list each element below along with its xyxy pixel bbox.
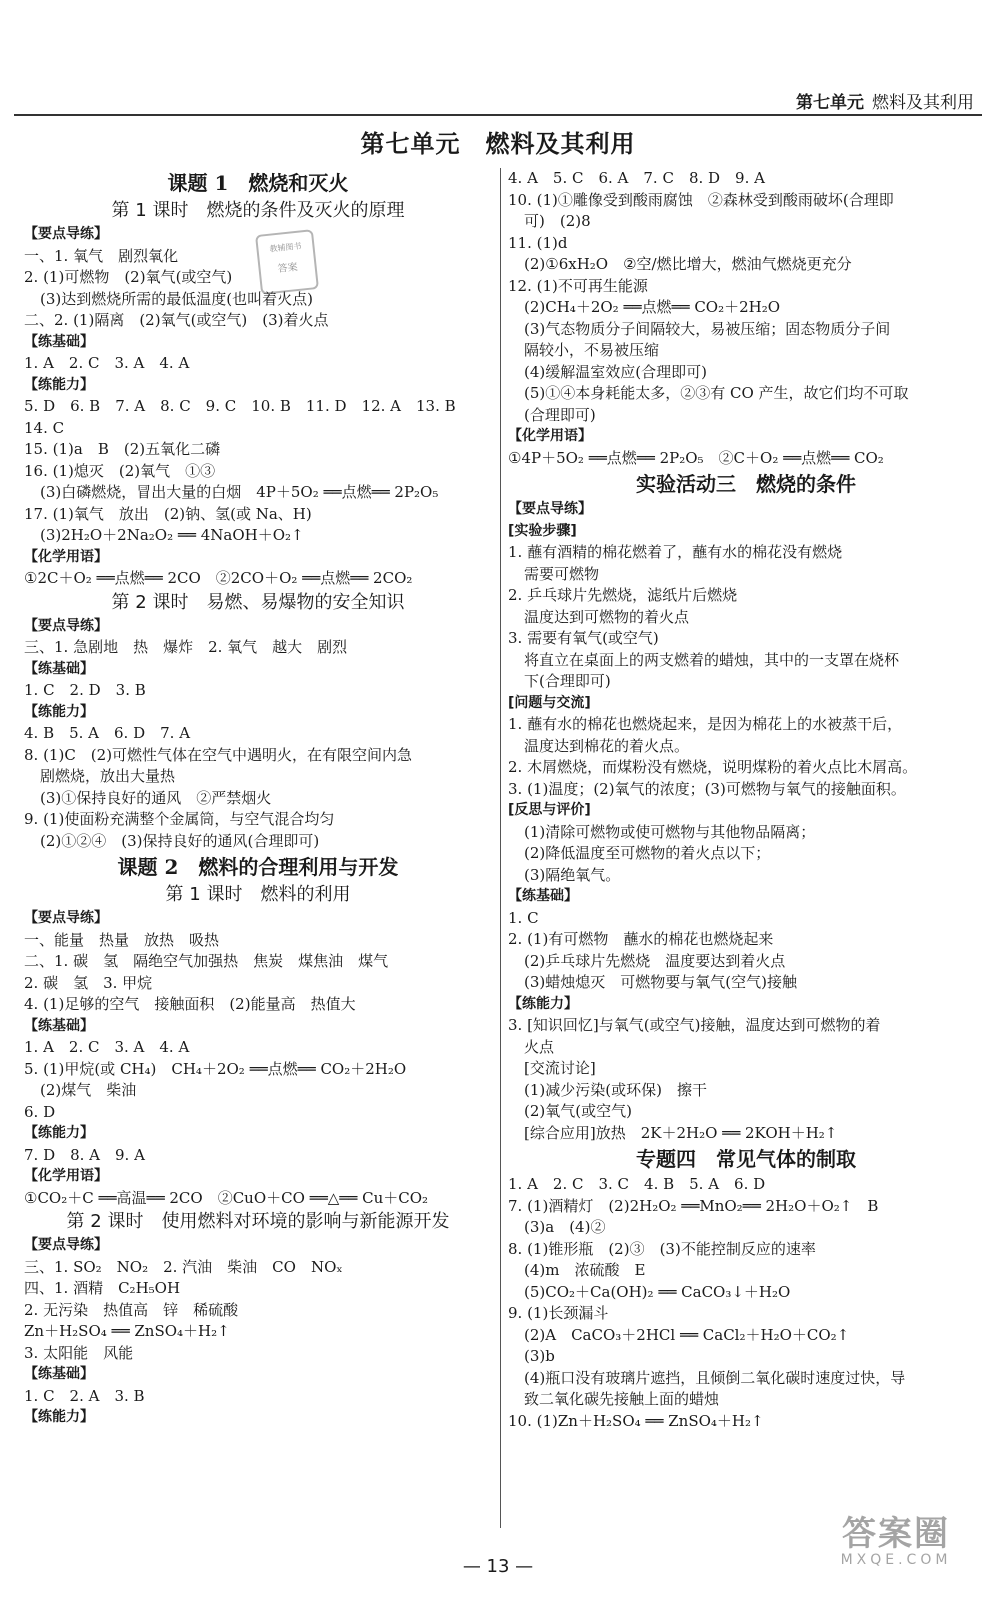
answer-line: 可) (2)8	[524, 212, 591, 230]
answer-line: (2)CH₄＋2O₂ ══点燃══ CO₂＋2H₂O	[524, 298, 781, 316]
subsection-label: 【要点导练】	[24, 226, 108, 242]
logo-url: MXQE.COM	[840, 1552, 952, 1568]
answer-line: 三、1. SO₂ NO₂ 2. 汽油 柴油 CO NOₓ	[24, 1257, 343, 1276]
subsection-label: 【练基础】	[24, 1366, 94, 1382]
logo-text: 答案圈	[842, 1514, 950, 1554]
answer-line: 四、1. 酒精 C₂H₅OH	[24, 1279, 181, 1297]
answer-line: 5. D 6. B 7. A 8. C 9. C 10. B 11. D 12. A 13. B	[24, 397, 456, 415]
answer-line: 4. A 5. C 6. A 7. C 8. D 9. A	[508, 169, 765, 187]
answer-line: 5. (1)甲烷(或 CH₄) CH₄＋2O₂ ══点燃══ CO₂＋2H₂O	[24, 1059, 407, 1078]
answer-line: (3)蜡烛熄灭 可燃物要与氧气(空气)接触	[524, 973, 797, 991]
answer-line: 剧燃烧，放出大量热	[40, 767, 176, 785]
answer-line: (2)降低温度至可燃物的着火点以下；	[524, 844, 771, 862]
section-title: 课题 1 燃烧和灭火	[167, 171, 349, 195]
answer-line: 火点	[524, 1037, 555, 1056]
answer-line: 一、1. 氧气 剧烈氧化	[24, 246, 179, 265]
answer-line: 10. (1)①雕像受到酸雨腐蚀 ②森林受到酸雨破坏(合理即	[508, 190, 894, 209]
subsection-label: 【练能力】	[24, 703, 94, 720]
subsection-label: 【化学用语】	[24, 1168, 108, 1184]
answer-line: 1. 蘸有酒精的棉花燃着了，蘸有水的棉花没有燃烧	[508, 543, 843, 561]
answer-line: 3. (1)温度；(2)氧气的浓度；(3)可燃物与氧气的接触面积。	[508, 779, 906, 798]
answer-line: (4)缓解温室效应(合理即可)	[524, 362, 707, 381]
answer-line: 1. A 2. C 3. A 4. A	[24, 1038, 190, 1056]
answer-line: 4. B 5. A 6. D 7. A	[24, 724, 191, 742]
answer-line: (3)白磷燃烧，冒出大量的白烟 4P＋5O₂ ══点燃══ 2P₂O₅	[40, 483, 439, 501]
answer-line: 三、1. 急剧地 热 爆炸 2. 氧气 越大 剧烈	[24, 638, 348, 656]
subsection-label: 【要点导练】	[24, 910, 108, 926]
answer-line: 2. (1)有可燃物 蘸水的棉花也燃烧起来	[508, 930, 774, 948]
answer-line: 3. [知识回忆]与氧气(或空气)接触，温度达到可燃物的着	[508, 1016, 881, 1034]
answer-line: 1. A 2. C 3. C 4. B 5. A 6. D	[508, 1175, 766, 1193]
answer-line: (2)①②④ (3)保持良好的通风(合理即可)	[40, 831, 320, 850]
answer-line: 1. 蘸有水的棉花也燃烧起来，是因为棉花上的水被蒸干后，	[508, 715, 903, 733]
header-unit: 第七单元	[796, 93, 864, 113]
answer-line: 4. (1)足够的空气 接触面积 (2)能量高 热值大	[24, 995, 356, 1013]
subsection-label: [问题与交流]	[508, 694, 591, 711]
answer-line: 9. (1)长颈漏斗	[508, 1304, 609, 1322]
answer-line: 1. C 2. D 3. B	[24, 681, 146, 699]
answer-line: 6. D	[24, 1102, 56, 1121]
subsection-label: 【化学用语】	[24, 548, 108, 565]
stamp-line: 教辅图书	[269, 241, 302, 254]
running-header	[796, 88, 974, 113]
answer-line: (合理即可)	[524, 405, 596, 424]
column-divider	[500, 168, 501, 1528]
subsection-label: 【要点导练】	[508, 501, 592, 517]
answer-line: ①2C＋O₂ ══点燃══ 2CO ②2CO＋O₂ ══点燃══ 2CO₂	[24, 569, 413, 587]
right-answer-column	[508, 168, 984, 1432]
subsection-label: [实验步骤]	[508, 522, 577, 539]
unit-title: 第七单元 燃料及其利用	[360, 129, 636, 158]
subsection-label: [反思与评价]	[508, 802, 591, 818]
answer-line: (5)CO₂＋Ca(OH)₂ ══ CaCO₃↓＋H₂O	[524, 1282, 791, 1301]
subsection-label: 【练基础】	[24, 1017, 94, 1034]
answer-line: 温度达到可燃物的着火点	[524, 607, 690, 626]
answer-line: (2)A CaCO₃＋2HCl ══ CaCl₂＋H₂O＋CO₂↑	[524, 1325, 850, 1344]
section-title: 实验活动三 燃烧的条件	[636, 472, 856, 496]
answer-line: ①CO₂＋C ══高温══ 2CO ②CuO＋CO ══△══ Cu＋CO₂	[24, 1188, 429, 1207]
answer-line: (2)煤气 柴油	[40, 1081, 137, 1099]
answer-line: ①4P＋5O₂ ══点燃══ 2P₂O₅ ②C＋O₂ ══点燃══ CO₂	[508, 448, 884, 467]
answer-line: (3)气态物质分子间隔较大，易被压缩；固态物质分子间	[524, 319, 891, 338]
answer-line: 12. (1)不可再生能源	[508, 276, 648, 295]
answer-line: 2. 无污染 热值高 锌 稀硫酸	[24, 1300, 239, 1319]
lesson-title: 第 2 课时 使用燃料对环境的影响与新能源开发	[66, 1211, 450, 1232]
answer-line: (3)a (4)②	[524, 1218, 606, 1236]
answer-line: 隔较小，不易被压缩	[524, 341, 660, 359]
answer-line: (3)b	[524, 1347, 555, 1365]
answer-line: (1)减少污染(或环保) 擦干	[524, 1080, 707, 1099]
lesson-title: 第 1 课时 燃烧的条件及灭火的原理	[111, 200, 405, 221]
answer-line: [交流讨论]	[524, 1059, 596, 1077]
page-number: — 13 —	[462, 1556, 534, 1577]
answer-line: 二、1. 碳 氢 隔绝空气加强热 焦炭 煤焦油 煤气	[24, 952, 389, 970]
stamp-line: 答案	[277, 261, 299, 275]
answer-line: 2. (1)可燃物 (2)氧气(或空气)	[24, 268, 233, 286]
subsection-label: 【要点导练】	[24, 617, 108, 634]
header-subject: 燃料及其利用	[872, 93, 974, 113]
answer-line: (5)①④本身耗能太多，②③有 CO 产生，故它们均不可取	[524, 384, 909, 402]
header-rule	[14, 114, 982, 116]
answer-line: (2)①6xH₂O ②空/燃比增大，燃油气燃烧更充分	[524, 255, 852, 273]
answer-line: 2. 乒乓球片先燃烧，滤纸片后燃烧	[508, 586, 738, 604]
answer-line: 3. 需要有氧气(或空气)	[508, 629, 659, 647]
answer-line: 一、能量 热量 放热 吸热	[24, 930, 220, 949]
answer-line: 温度达到棉花的着火点。	[524, 736, 690, 755]
answer-line: (3)①保持良好的通风 ②严禁烟火	[40, 788, 272, 807]
answer-line: 11. (1)d	[508, 233, 568, 252]
answer-line: 10. (1)Zn＋H₂SO₄ ══ ZnSO₄＋H₂↑	[508, 1411, 764, 1430]
answer-line: [综合应用]放热 2K＋2H₂O ══ 2KOH＋H₂↑	[524, 1123, 838, 1142]
subsection-label: 【练基础】	[24, 660, 94, 677]
answer-line: 8. (1)锥形瓶 (2)③ (3)不能控制反应的速率	[508, 1239, 816, 1258]
answer-line: 3. 太阳能 风能	[24, 1343, 134, 1362]
lesson-title: 第 1 课时 燃料的利用	[165, 884, 351, 905]
subsection-label: 【练能力】	[508, 995, 578, 1012]
subsection-label: 【练能力】	[24, 1409, 94, 1425]
lesson-title: 第 2 课时 易燃、易爆物的安全知识	[111, 591, 405, 613]
subsection-label: 【练基础】	[24, 333, 94, 350]
answer-line: 17. (1)氧气 放出 (2)钠、氢(或 Na、H)	[24, 504, 312, 523]
subsection-label: 【要点导练】	[24, 1237, 108, 1253]
answer-line: (2)乒乓球片先燃烧 温度要达到着火点	[524, 951, 786, 970]
answer-line: (4)m 浓硫酸 E	[524, 1261, 646, 1279]
answer-line: (3)2H₂O＋2Na₂O₂ ══ 4NaOH＋O₂↑	[40, 526, 304, 544]
answer-line: (3)隔绝氧气。	[524, 865, 621, 884]
answer-line: 1. C	[508, 908, 539, 927]
answer-line: Zn＋H₂SO₄ ══ ZnSO₄＋H₂↑	[24, 1322, 230, 1340]
answer-line: 下(合理即可)	[524, 672, 611, 690]
answer-line: 1. C 2. A 3. B	[24, 1386, 145, 1405]
answer-line: 9. (1)使面粉充满整个金属筒，与空气混合均匀	[24, 810, 335, 828]
left-answer-column	[24, 168, 492, 1429]
answer-line: (2)氧气(或空气)	[524, 1102, 632, 1120]
subsection-label: 【练能力】	[24, 376, 94, 393]
answer-line: 2. 木屑燃烧，而煤粉没有燃烧，说明煤粉的着火点比木屑高。	[508, 758, 918, 776]
answer-line: 15. (1)a B (2)五氧化二磷	[24, 440, 221, 458]
subsection-label: 【练基础】	[508, 888, 578, 904]
section-title: 专题四 常见气体的制取	[636, 1147, 856, 1171]
answer-line: (4)瓶口没有玻璃片遮挡，且倾倒二氧化碳时速度过快，导	[524, 1368, 906, 1387]
answer-line: 7. (1)酒精灯 (2)2H₂O₂ ══MnO₂══ 2H₂O＋O₂↑ B	[508, 1196, 879, 1215]
answer-line: 二、2. (1)隔离 (2)氧气(或空气) (3)着火点	[24, 311, 329, 329]
answer-line: 将直立在桌面上的两支燃着的蜡烛，其中的一支罩在烧杯	[524, 650, 900, 669]
site-logo-watermark	[812, 1516, 980, 1570]
answer-line: (3)达到燃烧所需的最低温度(也叫着火点)	[40, 289, 313, 308]
library-stamp	[255, 229, 319, 295]
answer-line: 2. 碳 氢 3. 甲烷	[24, 973, 153, 992]
answer-line: (1)清除可燃物或使可燃物与其他物品隔离；	[524, 822, 816, 841]
answer-line: 7. D 8. A 9. A	[24, 1145, 145, 1164]
answer-line: 需要可燃物	[524, 564, 600, 583]
answer-line: 16. (1)熄灭 (2)氧气 ①③	[24, 461, 216, 480]
section-title: 课题 2 燃料的合理利用与开发	[117, 855, 399, 879]
answer-line: 14. C	[24, 418, 65, 437]
subsection-label: 【练能力】	[24, 1125, 94, 1141]
answer-line: 1. A 2. C 3. A 4. A	[24, 354, 190, 372]
subsection-label: 【化学用语】	[508, 428, 592, 444]
answer-line: 致二氧化碳先接触上面的蜡烛	[524, 1390, 720, 1408]
answer-line: 8. (1)C (2)可燃性气体在空气中遇明火，在有限空间内急	[24, 745, 413, 764]
